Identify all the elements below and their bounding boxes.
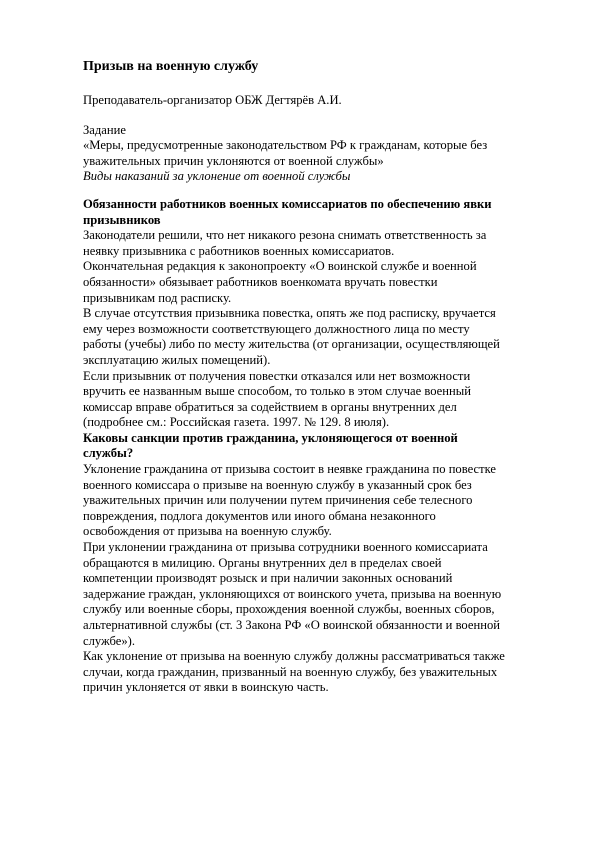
paragraph-line: комиссар вправе обратиться за содействием в органы внутренних дел bbox=[83, 399, 457, 414]
paragraph-line: случаи, когда гражданин, призванный на военную службу, без уважительных bbox=[83, 664, 498, 679]
paragraph-line: (подробнее см.: Российская газета. 1997. № 129. 8 июля). bbox=[83, 415, 390, 430]
paragraph-line: задержание граждан, уклоняющихся от воинского учета, призыва на военную bbox=[83, 586, 502, 601]
paragraph-line: Как уклонение от призыва на военную службу должны рассматриваться также bbox=[83, 649, 505, 664]
paragraph-line: службе»). bbox=[83, 633, 136, 648]
task-quote bbox=[83, 138, 553, 169]
paragraph-line: ему через возможности соответствующего должностного лица по месту bbox=[83, 321, 470, 336]
author-line: Преподаватель-организатор ОБЖ Дегтярёв А.И. bbox=[83, 93, 342, 107]
paragraph bbox=[83, 462, 553, 540]
paragraph-line: уважительных причин или получении путем причинения себе телесного bbox=[83, 493, 473, 508]
document-body bbox=[83, 58, 553, 696]
paragraph bbox=[83, 649, 553, 696]
paragraph-line: эксплуатацию жилых помещений). bbox=[83, 352, 271, 367]
paragraph-line: Если призывник от получения повестки отказался или нет возможности bbox=[83, 368, 471, 383]
section-commissariat-duties bbox=[83, 197, 553, 431]
paragraph-line: В случае отсутствия призывника повестка, опять же под расписку, вручается bbox=[83, 306, 496, 321]
paragraph-line: призывникам под расписку. bbox=[83, 290, 232, 305]
task-quote-line: «Меры, предусмотренные законодательством РФ к гражданам, которые без bbox=[83, 138, 488, 153]
section-sanctions bbox=[83, 431, 553, 696]
paragraph-line: вручить ее названным выше способом, то только в этом случае военный bbox=[83, 384, 471, 399]
paragraph-line: повреждения, подлога документов или иного обмана незаконного bbox=[83, 508, 436, 523]
paragraph-line: службу или военные сборы, прохождения военной службы, военных сборов, bbox=[83, 602, 495, 617]
paragraph-line: При уклонении гражданина от призыва сотрудники военного комиссариата bbox=[83, 540, 488, 555]
task-label: Задание bbox=[83, 122, 126, 137]
paragraph bbox=[83, 369, 553, 431]
paragraph bbox=[83, 540, 553, 649]
paragraph-line: Уклонение гражданина от призыва состоит в неявке гражданина по повестке bbox=[83, 462, 496, 477]
paragraph-line: причин уклоняется от явки в воинскую часть. bbox=[83, 680, 329, 695]
paragraph-line: неявку призывника с работников военных комиссариатов. bbox=[83, 243, 395, 258]
paragraph-line: работы (учебы) либо по месту жительства (от организации, осуществляющей bbox=[83, 337, 500, 352]
paragraph-line: компетенции производят розыск и при наличии законных оснований bbox=[83, 571, 453, 586]
paragraph-line: освобождения от призыва на военную службу. bbox=[83, 524, 332, 539]
document-title: Призыв на военную службу bbox=[83, 59, 259, 74]
paragraph-line: обращаются в милицию. Органы внутренних дел в пределах своей bbox=[83, 555, 442, 570]
section-heading bbox=[83, 197, 553, 228]
paragraph bbox=[83, 259, 553, 306]
paragraph bbox=[83, 306, 553, 368]
section-heading-line: Обязанности работников военных комиссариатов по обеспечению явки bbox=[83, 196, 492, 211]
section-heading-line: службы? bbox=[83, 446, 134, 461]
paragraph-line: обязанности» обязывает работников военкомата вручать повестки bbox=[83, 274, 438, 289]
paragraph-line: Окончательная редакция к законопроекту «О воинской службе и военной bbox=[83, 259, 477, 274]
paragraph-line: Законодатели решили, что нет никакого резона снимать ответственность за bbox=[83, 228, 487, 243]
task-italic-line: Виды наказаний за уклонение от военной службы bbox=[83, 169, 351, 184]
section-heading-line: призывников bbox=[83, 212, 161, 227]
paragraph bbox=[83, 228, 553, 259]
section-heading bbox=[83, 431, 553, 462]
section-heading-line: Каковы санкции против гражданина, уклоняющегося от военной bbox=[83, 430, 458, 445]
task-quote-line: уважительных причин уклоняются от военной службы» bbox=[83, 153, 384, 168]
paragraph-line: военного комиссара о призыве на военную службу в указанный срок без bbox=[83, 477, 472, 492]
task-block bbox=[83, 123, 553, 185]
paragraph-line: альтернативной службы (ст. 3 Закона РФ «О воинской обязанности и военной bbox=[83, 618, 500, 632]
